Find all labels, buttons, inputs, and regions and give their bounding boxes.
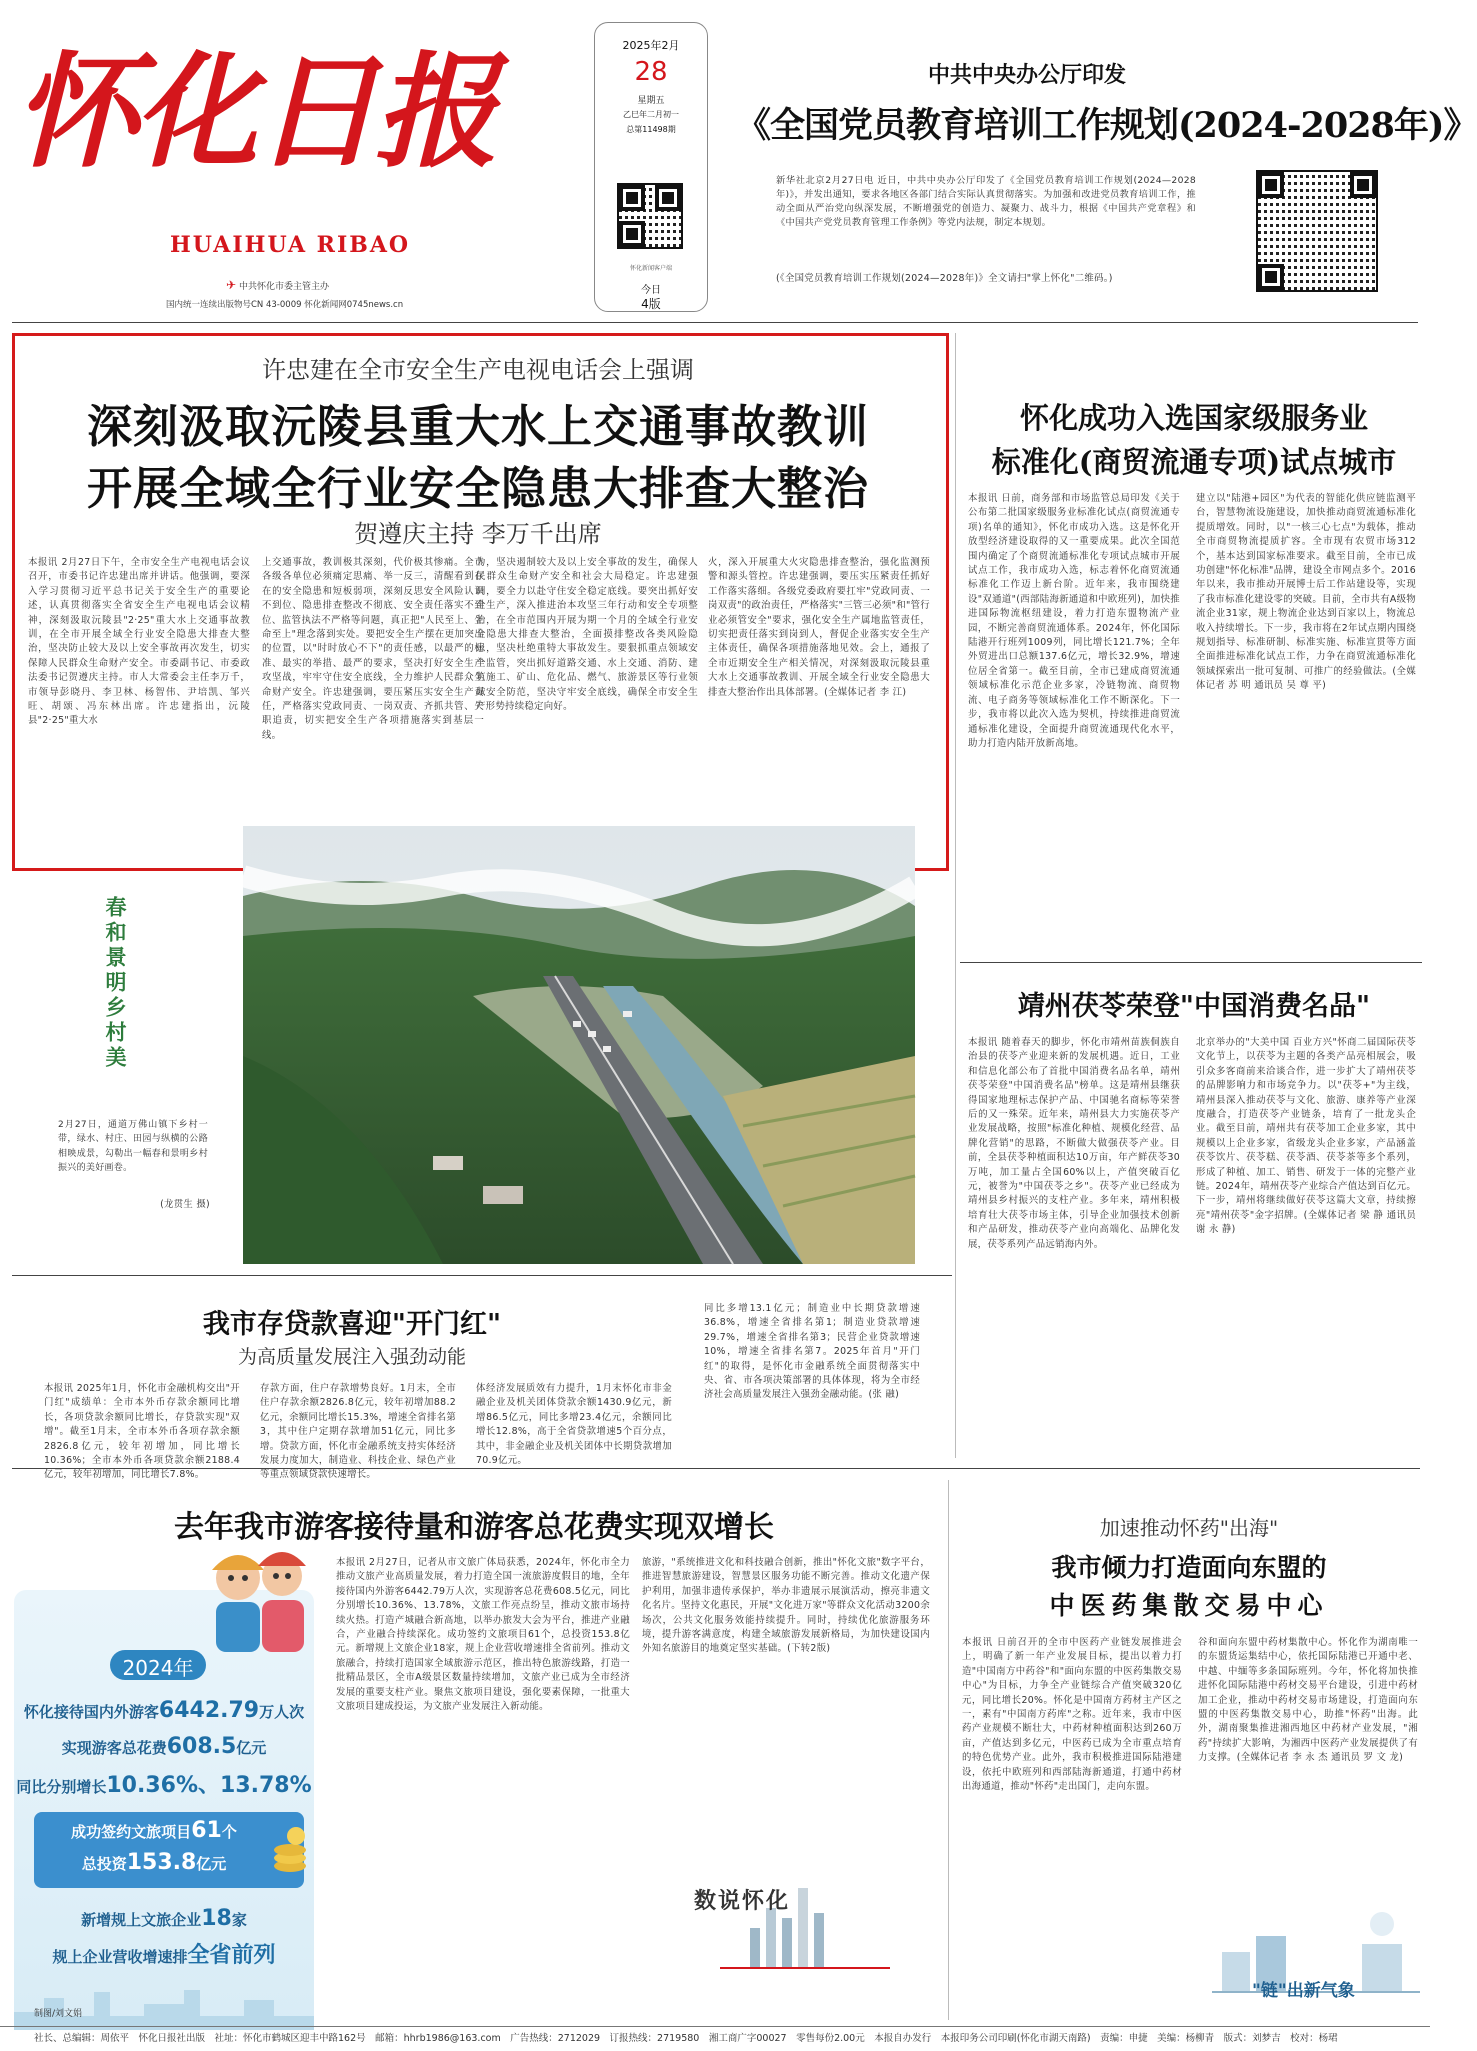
- masthead-divider: [12, 322, 1418, 323]
- infographic-credit: 制图/刘文娟: [34, 2009, 83, 2019]
- visitor-value: 6442.79: [158, 1698, 260, 1723]
- spending-label: 实现游客总花费: [61, 1739, 167, 1757]
- publisher-logo-icon: ✈: [226, 278, 237, 292]
- tcm-badge: [1212, 1888, 1420, 2016]
- right-story-2-headline[interactable]: 靖州茯苓荣登"中国消费名品": [1017, 991, 1371, 1022]
- spending-line: [14, 1734, 314, 1759]
- qr-caption: 怀化新闻客户端: [629, 265, 672, 272]
- infographic-year: 2024年: [122, 1656, 194, 1680]
- village-aerial-image: [243, 826, 915, 1264]
- top-story-qr-code[interactable]: [1256, 170, 1378, 292]
- growth-label: 同比分别增长: [16, 1778, 107, 1796]
- investment-line: [4, 1850, 304, 1875]
- tourism-col-1: 本报讯 2月27日，记者从市文旅广体局获悉，2024年，怀化市全力推动文旅产业高质量发展，着力打造全国一流旅游度假目的地，全年接待国内外游客6442.79万人次，实现游客总花费608.5亿元，同比分别增长10.36%、13.78%，文旅工作亮点纷呈，推动文旅市场持续火热。打造产城融合新高地，以举办旅发大会为平台，推进产业融合，产业融合持续深化。成功签约文旅项目61个，总投资153.8亿元。新增规上文旅企业18家，规上企业营收增速排全省前列。推动文旅融合，持续打造国家全域旅游示范区，推出特色旅游线路，打造一批精品景区，全市A级景区数量持续增加，文旅产业已成为全市经济发展的重要支柱产业。聚焦文旅项目建设，强化要素保障，一批重大文旅项目建成投运，为文旅产业发展注入新动能。: [336, 1557, 630, 1713]
- project-label: 成功签约文旅项目: [71, 1823, 192, 1841]
- visitor-line: [14, 1698, 314, 1723]
- loans-subtitle: 为高质量发展注入强劲动能: [237, 1346, 466, 1368]
- revenue-rank-label: 规上企业营收增速排: [52, 1948, 188, 1966]
- publisher-line: [226, 278, 329, 292]
- investment-unit: 亿元: [196, 1855, 227, 1873]
- tcm-col-2: 谷和面向东盟中药材集散中心。怀化作为湖南唯一的东盟货运集结中心，依托国际陆港已开通中老、中越、中缅等多条国际班列。今年，怀化将加快推进怀化国际陆港中药材交易平台建设，引进中药材加工企业，推动中药材交易市场建设，打造面向东盟的中医药集散交易中心，助推"怀药"出海。此外，湖南聚集推进湘西地区中药材产业发展，"湘药"持续扩大影响，为湘西中医药产业发展提供了有力支撑。(全媒体记者 李 永 杰 通讯员 罗 文 龙): [1198, 1637, 1418, 1764]
- project-line: [4, 1818, 304, 1843]
- top-story-kicker: 中共中央办公厅印发: [928, 62, 1127, 88]
- city-skyline-icon: [14, 1972, 314, 2030]
- date-issue: 总第11498期: [626, 125, 676, 134]
- lead-col-4: 火，深入开展重大火灾隐患排查整治，强化监测预警和源头管控。许忠建强调，要压实压紧责任抓好工作落实落细。各级党委政府要扛牢"党政同责、一岗双责"的政治责任，严格落实"三管三必须"和"管行业必须管安全"要求，强化安全生产属地监管责任，切实把责任落实到岗到人，督促企业落实安全生产主体责任，确保各项措施落地见效。会上，通报了全市近期安全生产相关情况，对深刻汲取沅陵县重大水上交通事故教训、开展全域全行业安全隐患大排查大整治作出具体部署。(全媒体记者 李 江): [708, 557, 930, 698]
- lead-headline-2[interactable]: 开展全域全行业安全隐患大排查大整治: [86, 462, 869, 515]
- app-qr-code[interactable]: [617, 183, 683, 249]
- photo-credit: (龙贯生 摄): [160, 1199, 210, 1210]
- footer-imprint: 社长、总编辑：周依平 怀化日报社出版 社址：怀化市鹤城区迎丰中路162号 邮箱：hhrb1986@163.com 广告热线：2712029 订报热线：2719580 湘工商广字00027 零售每份2.00元 本报自办发行 本报印务公司印刷(怀化市湖天南路) 责编：申捷 美编：杨柳青 版式：刘梦吉 校对：杨珺: [0, 2026, 1430, 2051]
- right-story-1-headline-2[interactable]: 标准化(商贸流通专项)试点城市: [991, 445, 1397, 479]
- publication-codes: 国内统一连续出版物号CN 43-0009 怀化新闻网0745news.cn: [166, 300, 404, 310]
- tcm-badge-text: "链"出新气象: [1252, 1981, 1355, 2001]
- revenue-rank-value: 全省前列: [187, 1943, 276, 1968]
- right-story-1-headline-1[interactable]: 怀化成功入选国家级服务业: [1019, 401, 1368, 435]
- tcm-col-1: 本报讯 日前召开的全市中医药产业链发展推进会上，明确了新一年产业发展目标，提出以着力打造"中国南方中药谷"和"面向东盟的中医药集散交易中心"为目标，力争全产业链综合产值突破320亿元，同比增长20%。怀化是中国南方药材主产区之一，素有"中国南方药库"之称。近年来，我市中医药产业规模不断壮大，中药材种植面积达到260万亩，产值达到多亿元，中医药已成为全市重点培育的特色优势产业。此外，我市积极推进国际陆港建设，依托中欧班列和西部陆海新通道，打通中药材出海通道，推动"怀药"走出国门，走向东盟。: [962, 1637, 1182, 1793]
- date-day: 28: [634, 57, 668, 87]
- visitor-unit: 万人次: [259, 1703, 305, 1721]
- tourist-couple-icon: [198, 1530, 318, 1660]
- loans-col-3: 体经济发展质效有力提升，1月末怀化市非金融企业及机关团体贷款余额1430.9亿元，新增86.5亿元，同比多增23.4亿元，余额同比增长12.8%，高于全省贷款增速5个百分点，其中，非金融企业及机关团体中长期贷款增加70.9亿元。: [476, 1383, 672, 1467]
- right-story-2-col-2: 北京举办的"大美中国 百业方兴"怀商二届国际茯苓文化节上，以茯苓为主题的各类产品亮相展会，吸引众多客商前来洽谈合作，进一步扩大了靖州茯苓的品牌影响力和市场竞争力。以"茯苓+"为主线，靖州县深入推动茯苓与文化、旅游、康养等产业深度融合，打造茯苓产业链条，培育了一批龙头企业。截至目前，靖州共有茯苓加工企业多家，其中规模以上企业多家，省级龙头企业多家，产品涵盖茯苓饮片、茯苓糕、茯苓酒、茯苓茶等多个系列，形成了种植、加工、销售、研发于一体的完整产业链。2024年，靖州茯苓产业综合产值达到百亿元。下一步，靖州将继续做好茯苓这篇大文章，持续擦亮"靖州茯苓"金字招牌。(全媒体记者 梁 静 通讯员 谢 永 静): [1196, 1037, 1416, 1236]
- investment-value: 153.8: [126, 1850, 197, 1875]
- loans-col-1: 本报讯 2025年1月，怀化市金融机构交出"开门红"成绩单：全市本外币存款余额同比增长，各项贷款余额同比增长，存贷款实现"双增"。截至1月末，全市本外币各项存款余额2826.8亿元，较年初增加，同比增长10.36%；全市本外币各项贷款余额2188.4亿元，较年初增加，同比增长7.8%。: [44, 1383, 240, 1481]
- date-weekday: 星期五: [637, 96, 665, 106]
- photo-title-text: 春和景明乡村美: [103, 896, 128, 1071]
- project-value: 61: [191, 1818, 222, 1843]
- revenue-rank-line: [14, 1938, 314, 1969]
- spending-unit: 亿元: [236, 1739, 267, 1757]
- right-story-1-col-2: 建立以"陆港+园区"为代表的智能化供应链监测平台，智慧物流设施建设，加快推动商贸流通标准化提质增效。同时，以"一核三心七点"为载体，推动全市商贸物流提质扩容。全市现有农贸市场312个，基本达到国家标准要求。截至目前，全市已成功创建"怀化标准"品牌，建设全市网点多个。2016年以来，我市推动开展博士后工作站建设等，实现了我市标准化建设零的突破。目前，全市共有A级物流企业31家，规上物流企业达到百家以上，物流总收入持续增长。下一步，我市将在2年试点期内围绕规划指导、标准研制、标准实施、标准宣贯等方面全面推进标准化试点工作，力争在商贸流通标准化领域探索出一批可复制、可推广的经验做法。(全媒体记者 苏 明 通讯员 吴 尊 平): [1196, 493, 1416, 692]
- today-label: 今日: [641, 285, 661, 296]
- tourism-headline[interactable]: 去年我市游客接待量和游客总花费实现双增长: [174, 1510, 774, 1545]
- loans-headline[interactable]: 我市存贷款喜迎"开门红": [202, 1309, 502, 1340]
- new-enterprise-label: 新增规上文旅企业: [81, 1911, 202, 1929]
- new-enterprise-line: [14, 1906, 314, 1931]
- lead-col-2: 上交通事故，教训极其深刻，代价极其惨痛。全市各级各单位必须痛定思痛、举一反三，清醒看到存在的安全隐患和短板弱项，深刻反思安全风险认识不到位、隐患排查整改不彻底、安全责任落实不到位、监管执法不严格等问题，真正把"人民至上、生命至上"理念落到实处。要把安全生产摆在更加突出的位置，以"时时放心不下"的责任感，以最严的标准、最实的举措、最严的要求，坚决打好安全生产攻坚战，牢牢守住安全底线，全力维护人民群众生命财产安全。许忠建强调，要压紧压实安全生产责任，严格落实党政同责、一岗双责、齐抓共管、失职追责，切实把安全生产各项措施落实到基层一线。: [262, 557, 484, 741]
- growth-value: 10.36%、13.78%: [106, 1773, 312, 1798]
- loans-col-2: 存款方面，住户存款增势良好。1月末，全市住户存款余额2826.8亿元，较年初增加88.2亿元，余额同比增长15.3%，增速全省排名第3，其中住户定期存款增加51亿元，同比多增。贷款方面，怀化市金融系统支持实体经济发展力度加大，制造业、科技企业、绿色产业等重点领域贷款快速增长。: [260, 1383, 456, 1481]
- spending-value: 608.5: [166, 1734, 237, 1759]
- new-enterprise-value: 18: [201, 1906, 232, 1931]
- lower-section-rule: [12, 1468, 1420, 1469]
- village-aerial-photo[interactable]: [243, 826, 915, 1264]
- date-year-month: 2025年2月: [622, 39, 680, 52]
- tcm-headline-2[interactable]: 中医药集散交易中心: [1049, 1591, 1329, 1620]
- lead-kicker: 许忠建在全市安全生产电视电话会上强调: [262, 356, 694, 384]
- coins-icon: [270, 1826, 310, 1876]
- top-story-headline[interactable]: 《全国党员教育培训工作规划(2024-2028年)》: [736, 105, 1477, 146]
- tourism-col-2: 旅游，"系统推进文化和科技融合创新，推出"怀化文旅"数字平台，推进智慧旅游建设，智慧景区服务功能不断完善。推动文化遗产保护利用，加强非遗传承保护，举办非遗展示展演活动，擦亮非遗文化名片。坚持文化惠民，开展"文化进万家"等群众文化活动3200余场次，公共文化服务效能持续提升。同时，持续优化旅游服务环境，提升游客满意度，构建全域旅游发展新格局，为加快建设国内外知名旅游目的地奠定坚实基础。(下转2版): [642, 1557, 930, 1655]
- tcm-kicker: 加速推动怀药"出海": [1099, 1516, 1279, 1540]
- tcm-column-rule: [948, 1480, 949, 2020]
- top-story-note: (《全国党员教育培训工作规划(2024—2028年)》全文请扫"掌上怀化"二维码。): [776, 273, 1113, 284]
- visitor-label: 怀化接待国内外游客: [23, 1703, 159, 1721]
- date-lunar: 乙巳年二月初一: [623, 110, 679, 119]
- project-unit: 个: [221, 1823, 237, 1841]
- masthead-roman: HUAIHUA RIBAO: [170, 232, 411, 258]
- data-badge-title: 数说怀化: [694, 1888, 791, 1914]
- tcm-headline-1[interactable]: 我市倾力打造面向东盟的: [1051, 1553, 1327, 1582]
- photo-title: [100, 896, 128, 1071]
- photo-caption: 2月27日，通道万佛山镇下乡村一带，绿水、村庄、田园与纵横的公路相映成景，勾勒出一幅春和景明乡村振兴的美好画卷。: [58, 1120, 208, 1174]
- photo-bottom-rule: [12, 1275, 952, 1276]
- right-story-1-col-1: 本报讯 日前，商务部和市场监管总局印发《关于公布第二批国家级服务业标准化试点(商贸流通专项)名单的通知》，怀化市成功入选。这是怀化开放型经济建设取得的又一重要成果。此次全国范围内确定了个商贸流通标准化专项试点城市开展试点工作，我市成功入选，标志着怀化商贸流通标准化工作迈上新台阶。近年来，我市围绕建设"双通道"(西部陆海新通道和中欧班列)，加快推进国际物流枢纽建设，着力打造东盟物流产业园，不断完善商贸流通体系。2024年，怀化国际陆港开行班列1009列，同比增长121.7%；全年外贸进出口总额137.6亿元，增长32.9%，增速位居全省第一。截至目前，全市已建成商贸流通领域标准化示范企业多家，冷链物流、商贸物流、电子商务等领域标准化工作不断深化。下一步，我市将以此次入选为契机，持续推进商贸流通标准化建设，全面提升商贸流通现代化水平，助力打造内陆开放新高地。: [968, 493, 1180, 749]
- top-story-body: 新华社北京2月27日电 近日，中共中央办公厅印发了《全国党员教育培训工作规划(2024—2028年)》，并发出通知，要求各地区各部门结合实际认真贯彻落实。为加强和改进党员教育培训工作，推动全面从严治党向纵深发展，不断增强党的创造力、凝聚力、战斗力，根据《中国共产党章程》和《中国共产党党员教育管理工作条例》等党内法规，制定本规划。: [776, 175, 1196, 228]
- page-count: 4版: [641, 297, 661, 311]
- date-box: [594, 22, 708, 312]
- growth-line: [14, 1768, 314, 1799]
- loans-col-4: 同比多增13.1亿元；制造业中长期贷款增速36.8%，增速全省排名第1；制造业贷款增速29.7%，增速全省排名第3；民营企业贷款增速10%，增速全省排名第7。2025年首月"开门红"的取得，是怀化市金融系统全面贯彻落实中央、省、市各项决策部署的具体体现，将为全市经济社会高质量发展注入强劲金融动能。(张 融): [704, 1303, 920, 1401]
- new-enterprise-unit: 家: [231, 1911, 247, 1929]
- lead-col-1: 本报讯 2月27日下午，全市安全生产电视电话会议召开，市委书记许忠建出席并讲话。他强调，要深入学习贯彻习近平总书记关于安全生产的重要论述，认真贯彻落实全省安全生产电视电话会议精神，深刻汲取沅陵县"2·25"重大水上交通事故教训，在全市开展全域全行业安全隐患大排查大整治，坚决防止较大及以上安全事故再次发生，切实保障人民群众生命财产安全。市委副书记、市委政法委书记贺遵庆主持。市人大常委会主任李万千，市领导彭晓丹、李卫林、杨智伟、尹培凯、邹兴旺、胡颂、冯东林出席。许忠建指出，沅陵县"2·25"重大水: [28, 557, 250, 727]
- publisher: 中共怀化市委主管主办: [238, 282, 329, 292]
- tourist-illustration: [198, 1530, 318, 1660]
- right-divider-1: [960, 962, 1422, 963]
- investment-label: 总投资: [81, 1855, 127, 1873]
- right-story-2-col-1: 本报讯 随着春天的脚步，怀化市靖州苗族侗族自治县的茯苓产业迎来新的发展机遇。近日，工业和信息化部公布了首批中国消费名品名单，靖州茯苓荣登"中国消费名品"榜单。这是靖州县继获得国家地理标志保护产品、中国驰名商标等荣誉后的又一殊荣。近年来，靖州县大力实施茯苓产业发展战略，按照"标准化种植、规模化经营、品牌化营销"的思路，不断做大做强茯苓产业。目前，全县茯苓种植面积达10万亩，年产鲜茯苓30万吨，加工量占全国60%以上，产值突破百亿元，被誉为"中国茯苓之乡"。茯苓产业已经成为靖州县乡村振兴的支柱产业。多年来，靖州积极培育壮大茯苓市场主体，引导企业加强技术创新和产品研发，推动茯苓产业向高端化、品牌化发展，茯苓系列产品远销海内外。: [968, 1037, 1180, 1250]
- lead-col-3: 为，坚决遏制较大及以上安全事故的发生，确保人民群众生命财产安全和社会大局稳定。许忠建强调，要全力以赴守住安全稳定底线。要突出抓好安全生产，深入推进治本攻坚三年行动和安全专项整治，在全市范围内开展为期一个月的全域全行业安全隐患大排查大整治，全面摸排整改各类风险隐患，坚决杜绝重特大事故发生。要狠抓重点领域安全监管，突出抓好道路交通、水上交通、消防、建筑施工、矿山、危化品、燃气、旅游景区等行业领域安全防范，坚决守牢安全底线，确保全市安全生产形势持续稳定向好。: [476, 557, 698, 713]
- masthead-title: 怀化日报: [14, 40, 495, 185]
- lead-subtitle: 贺遵庆主持 李万千出席: [354, 520, 602, 548]
- right-column-rule: [955, 333, 956, 1458]
- lead-headline-1[interactable]: 深刻汲取沅陵县重大水上交通事故教训: [86, 400, 869, 453]
- data-badge: [680, 1818, 930, 1998]
